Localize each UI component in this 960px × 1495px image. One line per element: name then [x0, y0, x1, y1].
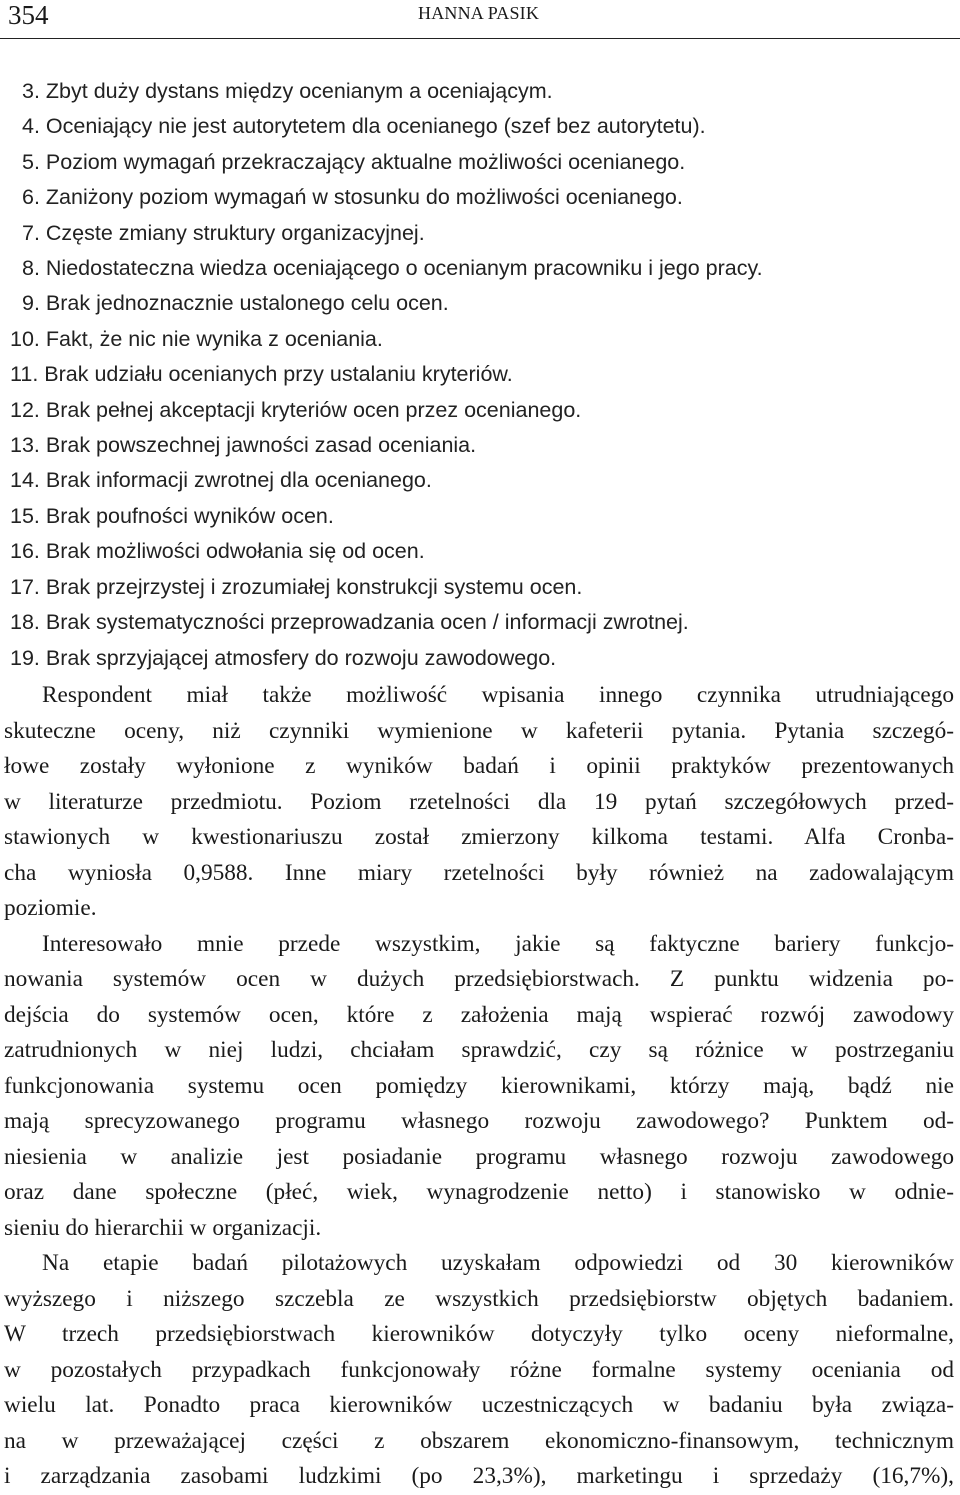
paragraph-respondent	[4, 678, 954, 927]
text-line: cha wyniosła 0,9588. Inne miary rzetelności były również na zadowalającym	[4, 859, 954, 886]
list-item: 3. Zbyt duży dystans między ocenianym a oceniającym.	[22, 79, 553, 103]
list-item: 7. Częste zmiany struktury organizacyjnej.	[22, 220, 425, 245]
text-line: dejścia do systemów ocen, które z założenia mają wspierać rozwój zawodowy	[4, 1001, 954, 1028]
list-item: 6. Zaniżony poziom wymagań w stosunku do możliwości ocenianego.	[22, 185, 683, 210]
text-line: łowe zostały wyłonione z wyników badań i opinii praktyków prezentowanych	[4, 753, 954, 779]
page-number: 354	[8, 0, 49, 30]
text-line: stawionych w kwestionariuszu został zmierzony kilkoma testami. Alfa Cronba-	[4, 824, 954, 850]
text-line: na w przeważającej części z obszarem ekonomiczno-finansowym, technicznym	[4, 1427, 954, 1454]
list-item: 9. Brak jednoznacznie ustalonego celu ocen.	[22, 291, 449, 316]
text-line: wyższego i niższego szczebla ze wszystkich przedsiębiorstw objętych badaniem.	[4, 1285, 954, 1312]
list-item: 5. Poziom wymagań przekraczający aktualne możliwości ocenianego.	[22, 149, 686, 174]
text-line: W trzech przedsiębiorstwach kierowników dotyczyły tylko oceny nieformalne,	[4, 1321, 954, 1347]
text-line: funkcjonowania systemu ocen pomiędzy kierownikami, którzy mają, bądź nie	[4, 1072, 954, 1099]
text-line: poziomie.	[4, 895, 97, 921]
list-item: 13. Brak powszechnej jawności zasad oceniania.	[10, 433, 477, 458]
body-text	[4, 678, 954, 1495]
list-item: 11. Brak udziału ocenianych przy ustalaniu kryteriów.	[10, 362, 513, 387]
text-line: Interesowało mnie przede wszystkim, jakie są faktyczne bariery funkcjo-	[42, 930, 954, 957]
list-item: 10. Fakt, że nic nie wynika z oceniania.	[10, 326, 383, 351]
list-item: 4. Oceniający nie jest autorytetem dla ocenianego (szef bez autorytetu).	[22, 114, 706, 139]
text-line: mają sprecyzowanego programu własnego rozwoju zawodowego? Punktem od-	[4, 1108, 954, 1134]
text-line: wielu lat. Ponadto praca kierowników uczestniczących w badaniu była związa-	[4, 1392, 954, 1418]
list-item: 8. Niedostateczna wiedza oceniającego o ocenianym pracowniku i jego pracy.	[22, 256, 763, 281]
text-line: skuteczne oceny, niż czynniki wymienione w kafeterii pytania. Pytania szczegó-	[4, 717, 954, 744]
paragraph-pilot-study	[4, 1246, 954, 1495]
paragraph-interest	[4, 927, 954, 1247]
list-item: 17. Brak przejrzystej i zrozumiałej konstrukcji systemu ocen.	[10, 574, 583, 599]
list-item: 15. Brak poufności wyników ocen.	[10, 503, 334, 528]
text-line: sieniu do hierarchii w organizacji.	[4, 1214, 322, 1241]
list-item: 19. Brak sprzyjającej atmosfery do rozwoju zawodowego.	[10, 645, 557, 670]
text-line: zatrudnionych w niej ludzi, chciałam sprawdzić, czy są różnice w postrzeganiu	[4, 1037, 954, 1063]
text-line: Na etapie badań pilotażowych uzyskałam odpowiedzi od 30 kierowników	[42, 1250, 954, 1276]
list-item: 16. Brak możliwości odwołania się od ocen.	[10, 539, 425, 564]
running-head-author: HANNA PASIK	[418, 3, 540, 23]
list-item: 18. Brak systematyczności przeprowadzania ocen / informacji zwrotnej.	[10, 610, 689, 635]
text-line: i zarządzania zasobami ludzkimi (po 23,3%), marketingu i sprzedaży (16,7%),	[4, 1463, 954, 1489]
text-line: oraz dane społeczne (płeć, wiek, wynagrodzenie netto) i stanowisko w odnie-	[4, 1179, 954, 1205]
list-item: 12. Brak pełnej akceptacji kryteriów ocen przez ocenianego.	[10, 397, 582, 422]
text-line: nowania systemów ocen w dużych przedsiębiorstwach. Z punktu widzenia po-	[4, 966, 954, 992]
list-item: 14. Brak informacji zwrotnej dla ocenianego.	[10, 468, 432, 493]
text-line: Respondent miał także możliwość wpisania innego czynnika utrudniającego	[42, 682, 954, 708]
page-header	[0, 0, 960, 39]
text-line: w literaturze przedmiotu. Poziom rzetelności dla 19 pytań szczegółowych przed-	[4, 788, 954, 815]
barriers-list	[0, 74, 960, 676]
text-line: niesienia w analizie jest posiadanie programu własnego rozwoju zawodowego	[4, 1143, 954, 1170]
text-line: w pozostałych przypadkach funkcjonowały różne formalne systemy oceniania od	[4, 1356, 954, 1383]
